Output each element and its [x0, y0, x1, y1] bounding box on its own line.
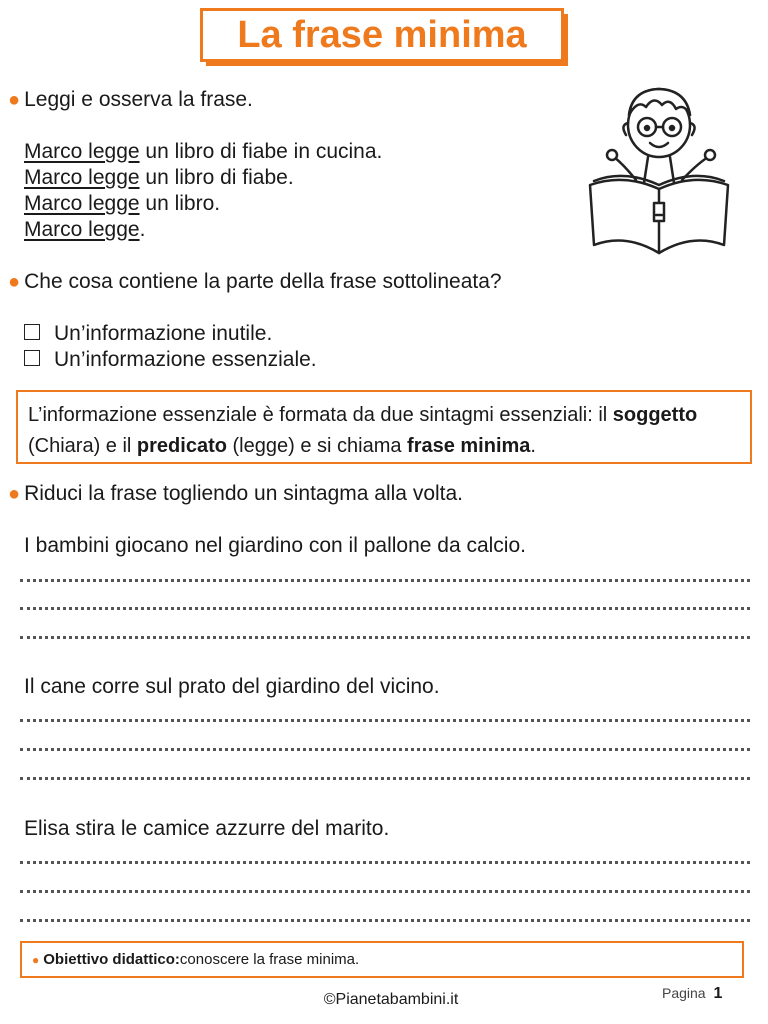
option-1[interactable] — [24, 322, 272, 346]
answer-line[interactable] — [20, 886, 750, 893]
bullet-icon: ● — [8, 89, 21, 111]
exercise-sentence-3: Elisa stira le camice azzurre del marito. — [24, 817, 390, 840]
bullet-icon: ● — [32, 952, 40, 967]
sentence-rest: un libro di fiabe in cucina. — [139, 140, 383, 163]
answer-line[interactable] — [20, 857, 750, 864]
answer-line[interactable] — [20, 715, 750, 722]
bullet-icon: ● — [8, 271, 21, 293]
title-banner — [200, 8, 570, 66]
copyright: ©Pianetabambini.it — [323, 991, 459, 1008]
option-2[interactable] — [24, 348, 317, 372]
question-2-text: Che cosa contiene la parte della frase sottolineata? — [24, 270, 502, 293]
goal-box — [20, 941, 744, 978]
definition-text-2: (Chiara) e il — [28, 435, 137, 457]
option-2-label: Un’informazione essenziale. — [54, 348, 317, 371]
answer-line[interactable] — [20, 915, 750, 922]
exercise-sentence-1: I bambini giocano nel giardino con il pallone da calcio. — [24, 534, 526, 557]
goal-text: conoscere la frase minima. — [179, 951, 360, 968]
option-1-label: Un’informazione inutile. — [54, 322, 273, 345]
instruction-1 — [8, 88, 253, 112]
answer-line[interactable] — [20, 744, 750, 751]
definition-frase-minima: frase minima — [407, 435, 531, 457]
definition-box — [16, 390, 752, 464]
example-sentence-3 — [24, 192, 220, 216]
definition-soggetto: soggetto — [612, 404, 698, 426]
sentence-rest: . — [139, 218, 146, 241]
checkbox-icon[interactable] — [24, 324, 40, 340]
definition-text-1: L’informazione essenziale è formata da due sintagmi essenziali: il — [28, 404, 613, 426]
page-number: 1 — [713, 985, 723, 1002]
goal-label: Obiettivo didattico: — [43, 951, 180, 968]
underlined-subject-predicate: Marco legge — [24, 140, 140, 163]
instruction-1-text: Leggi e osserva la frase. — [24, 88, 253, 111]
page-label: Pagina — [662, 985, 706, 1001]
underlined-subject-predicate: Marco legge — [24, 192, 140, 215]
example-sentence-4 — [24, 218, 145, 242]
example-sentence-2 — [24, 166, 294, 190]
instruction-3 — [8, 482, 463, 506]
question-2 — [8, 270, 502, 294]
checkbox-icon[interactable] — [24, 350, 40, 366]
instruction-3-text: Riduci la frase togliendo un sintagma alla volta. — [24, 482, 464, 505]
definition-text-3: (legge) e si chiama — [226, 435, 408, 457]
underlined-subject-predicate: Marco legge — [24, 166, 140, 189]
page-indicator — [662, 985, 722, 1003]
sentence-rest: un libro. — [139, 192, 221, 215]
definition-predicato: predicato — [136, 435, 227, 457]
exercise-sentence-2: Il cane corre sul prato del giardino del vicino. — [24, 675, 440, 698]
sentence-rest: un libro di fiabe. — [139, 166, 294, 189]
answer-line[interactable] — [20, 773, 750, 780]
boy-reading-illustration — [584, 85, 734, 265]
underlined-subject-predicate: Marco legge — [24, 218, 140, 241]
answer-line[interactable] — [20, 603, 750, 610]
definition-text-4: . — [530, 435, 536, 457]
page-title: La frase minima — [200, 8, 564, 62]
example-sentence-1 — [24, 140, 382, 164]
answer-line[interactable] — [20, 575, 750, 582]
answer-line[interactable] — [20, 632, 750, 639]
bullet-icon: ● — [8, 483, 21, 505]
